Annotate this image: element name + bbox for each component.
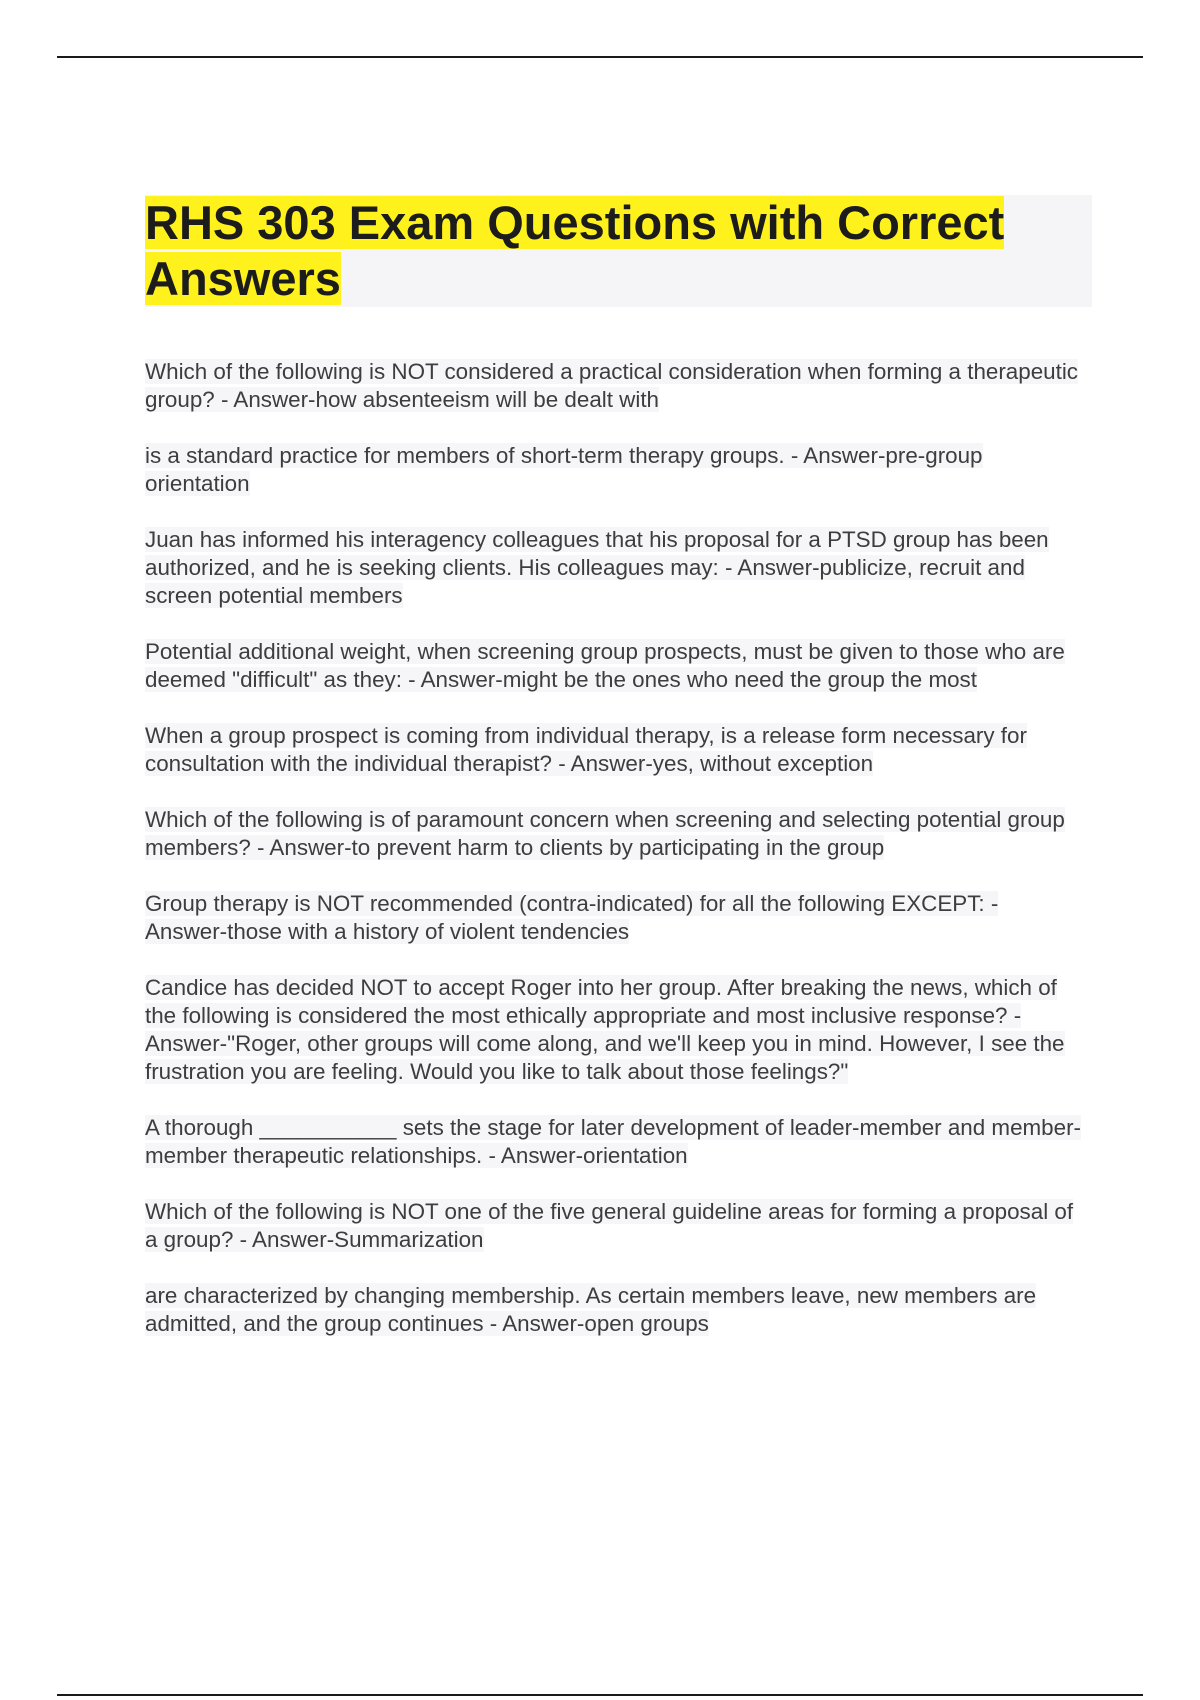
qa-item [145, 722, 1085, 778]
qa-item [145, 974, 1085, 1086]
qa-item [145, 1114, 1085, 1170]
qa-text: Juan has informed his interagency colleagues that his proposal for a PTSD group has been authorized, and he is seeking clients. His colleagues may: - Answer-publicize, recruit and screen potential members [145, 527, 1049, 608]
qa-item [145, 638, 1085, 694]
qa-item [145, 890, 1085, 946]
qa-text: are characterized by changing membership. As certain members leave, new members are admitted, and the group continues - Answer-open groups [145, 1283, 1037, 1336]
document-title [145, 195, 1092, 307]
qa-item [145, 1282, 1085, 1338]
qa-item [145, 442, 1085, 498]
qa-text: Candice has decided NOT to accept Roger into her group. After breaking the news, which of the following is considered the most ethically appropriate and most inclusive response? - Answer-"Roger, other groups will come along, and we'll keep you in mind. However, I see the frustration you are feeling. Would you like to talk about those feelings?" [145, 975, 1065, 1084]
qa-text: When a group prospect is coming from individual therapy, is a release form necessary for consultation with the individual therapist? - Answer-yes, without exception [145, 723, 1027, 776]
document-title-text: RHS 303 Exam Questions with Correct Answers [145, 196, 1005, 305]
qa-item [145, 806, 1085, 862]
qa-item [145, 1198, 1085, 1254]
title-block [145, 195, 1092, 307]
qa-text: Which of the following is NOT considered a practical consideration when forming a therapeutic group? - Answer-how absenteeism will be dealt with [145, 359, 1079, 412]
qa-text: Which of the following is NOT one of the five general guideline areas for forming a proposal of a group? - Answer-Summarization [145, 1199, 1074, 1252]
qa-text: Group therapy is NOT recommended (contra-indicated) for all the following EXCEPT: - Answer-those with a history of violent tendencies [145, 891, 999, 944]
qa-text: A thorough ___________ sets the stage for later development of leader-member and member-member therapeutic relationships. - Answer-orientation [145, 1115, 1082, 1168]
qa-text: is a standard practice for members of short-term therapy groups. - Answer-pre-group orientation [145, 443, 983, 496]
qa-list [145, 358, 1085, 1366]
qa-text: Potential additional weight, when screening group prospects, must be given to those who are deemed "difficult" as they: - Answer-might be the ones who need the group the most [145, 639, 1065, 692]
qa-item [145, 358, 1085, 414]
qa-text: Which of the following is of paramount concern when screening and selecting potential group members? - Answer-to prevent harm to clients by participating in the group [145, 807, 1065, 860]
bottom-rule [57, 1694, 1143, 1696]
qa-item [145, 526, 1085, 610]
top-rule [57, 56, 1143, 58]
